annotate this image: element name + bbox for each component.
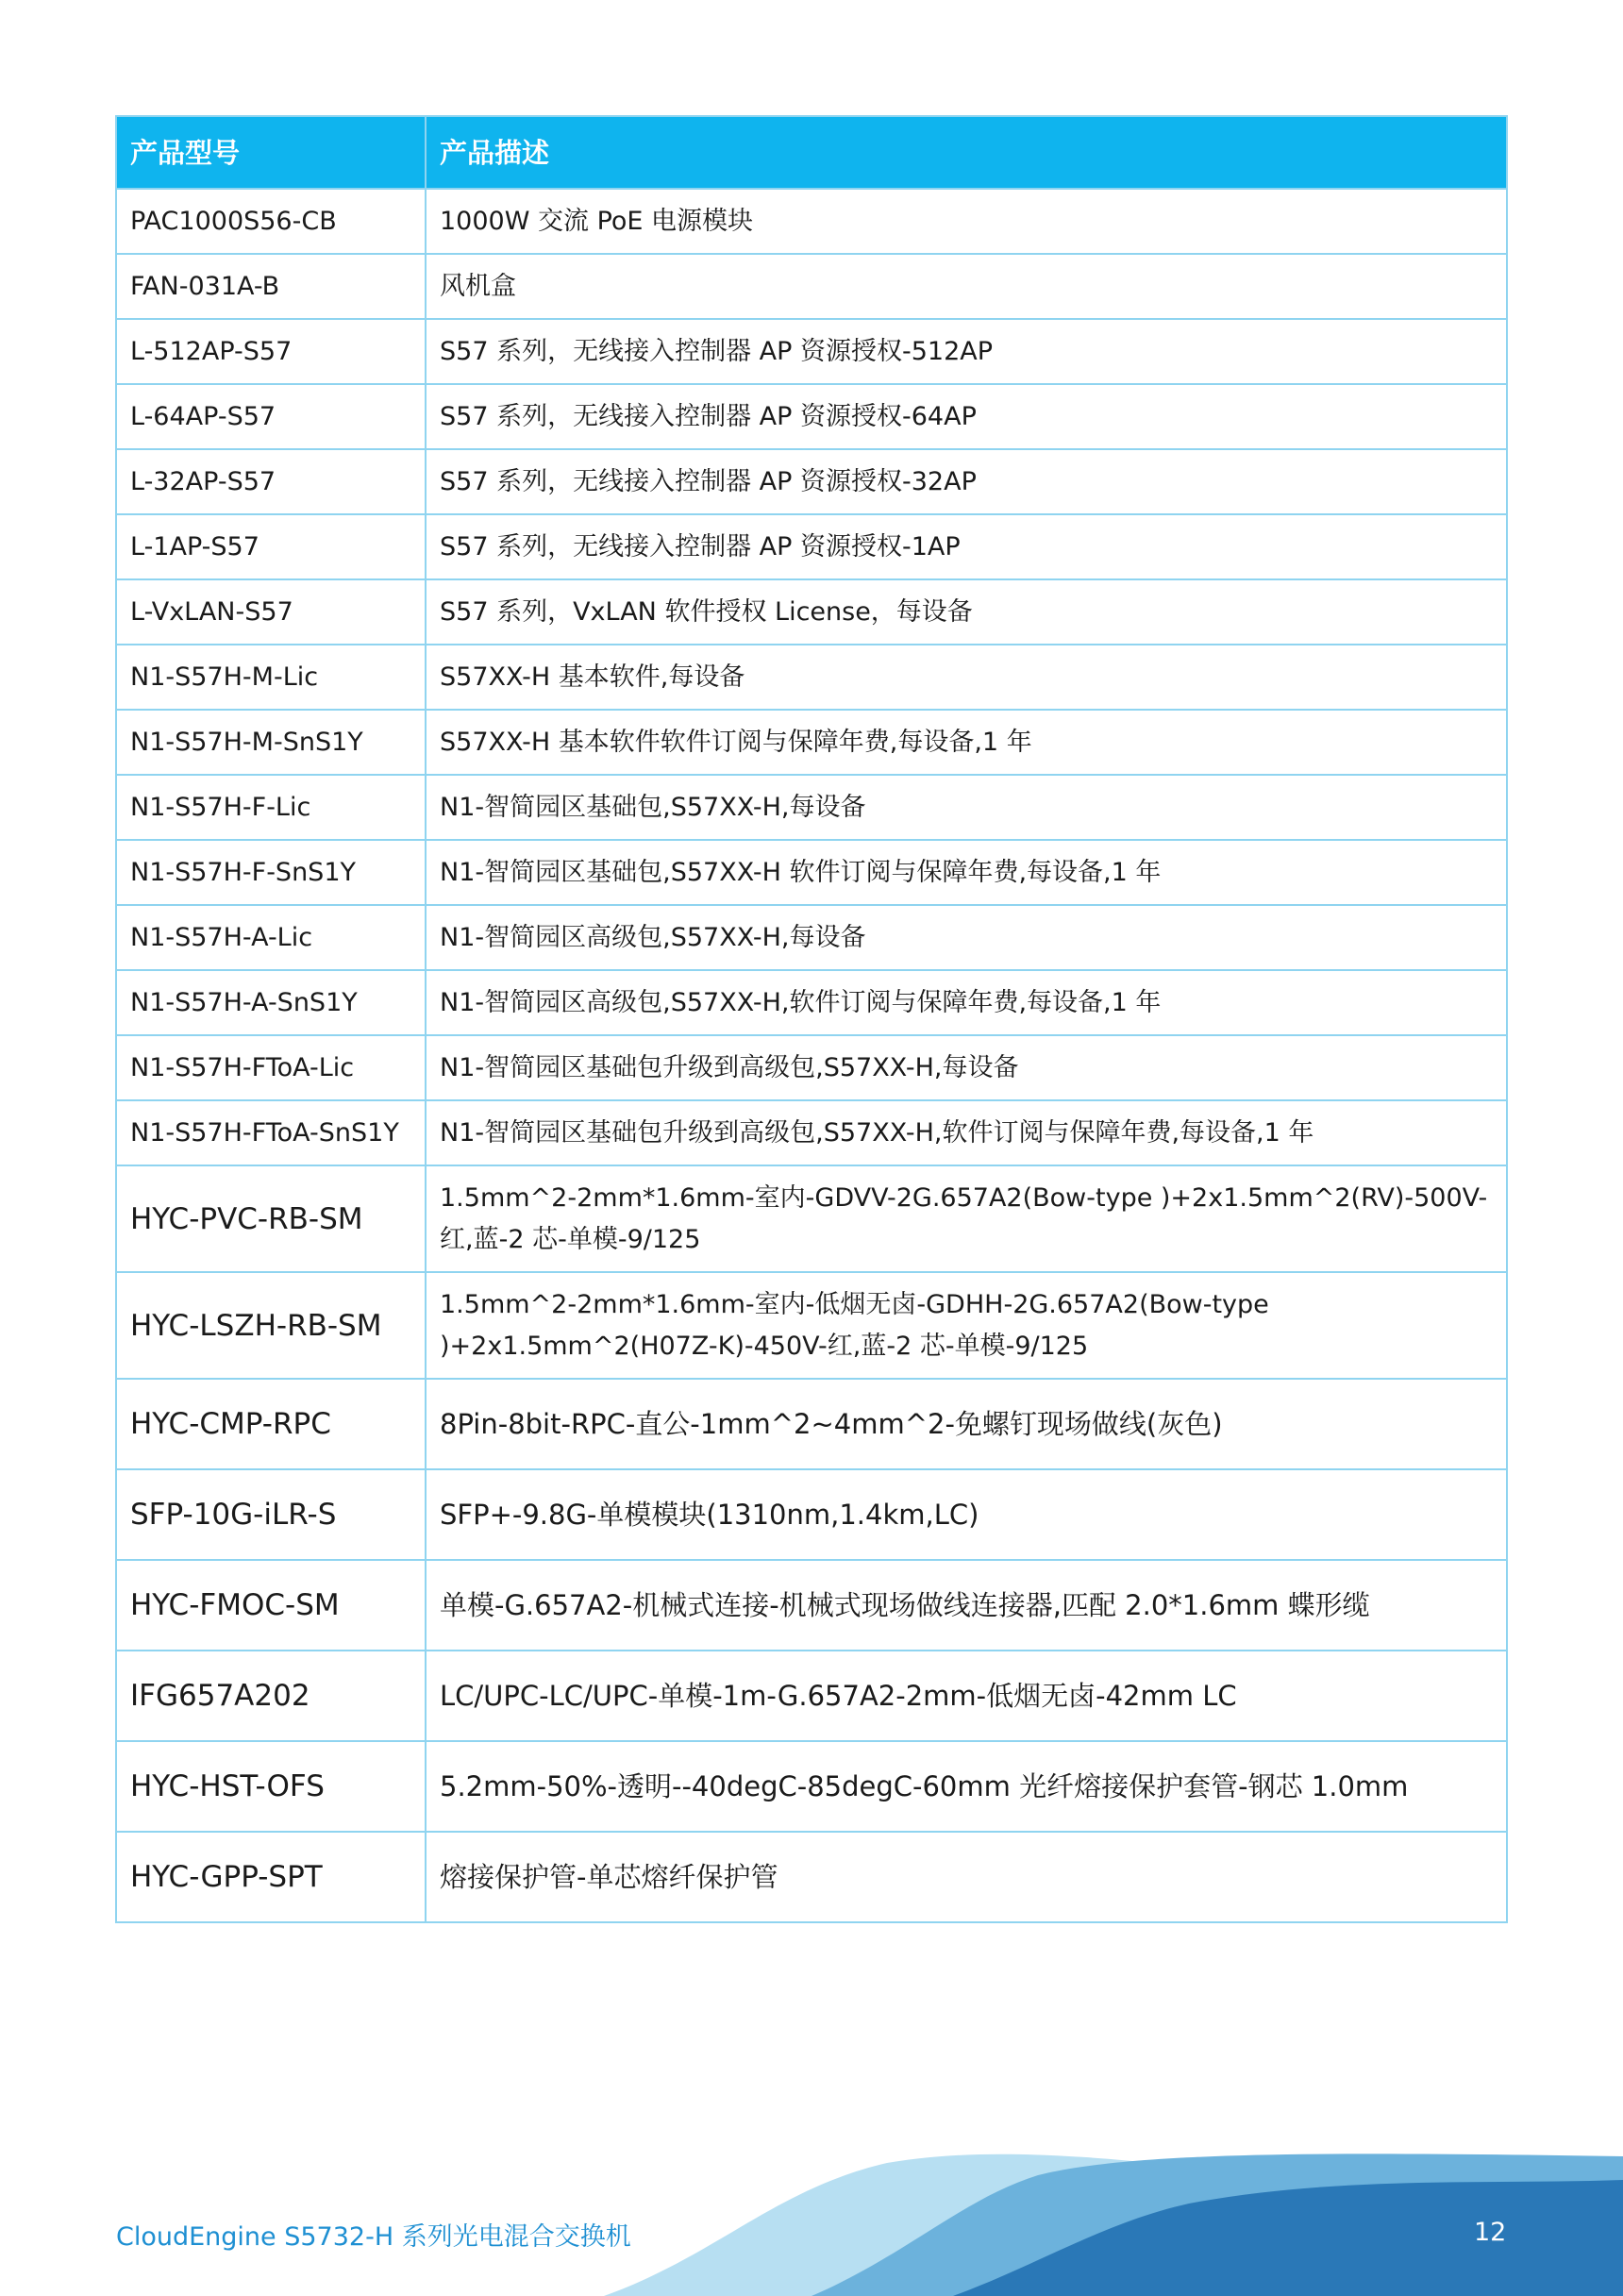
table-row bbox=[116, 1832, 1507, 1922]
cell-model: HYC-FMOC-SM bbox=[116, 1560, 426, 1651]
table-row bbox=[116, 254, 1507, 319]
cell-description: LC/UPC-LC/UPC-单模-1m-G.657A2-2mm-低烟无卤-42mm LC bbox=[426, 1651, 1507, 1741]
footer-document-title: CloudEngine S5732-H 系列光电混合交换机 bbox=[116, 2222, 631, 2252]
table-row bbox=[116, 970, 1507, 1035]
cell-model: HYC-HST-OFS bbox=[116, 1741, 426, 1832]
table-row bbox=[116, 710, 1507, 775]
cell-description: S57 系列，VxLAN 软件授权 License，每设备 bbox=[426, 579, 1507, 645]
cell-description: 1000W 交流 PoE 电源模块 bbox=[426, 189, 1507, 254]
table-row bbox=[116, 319, 1507, 384]
table-row bbox=[116, 1741, 1507, 1832]
cell-description: S57 系列，无线接入控制器 AP 资源授权-1AP bbox=[426, 514, 1507, 579]
cell-description: 5.2mm-50%-透明--40degC-85degC-60mm 光纤熔接保护套管-钢芯 1.0mm bbox=[426, 1741, 1507, 1832]
table-row bbox=[116, 1469, 1507, 1560]
cell-model: L-VxLAN-S57 bbox=[116, 579, 426, 645]
cell-description: S57 系列，无线接入控制器 AP 资源授权-64AP bbox=[426, 384, 1507, 449]
cell-description: N1-智简园区基础包,S57XX-H 软件订阅与保障年费,每设备,1 年 bbox=[426, 840, 1507, 905]
cell-description: S57 系列，无线接入控制器 AP 资源授权-512AP bbox=[426, 319, 1507, 384]
cell-description: N1-智简园区高级包,S57XX-H,软件订阅与保障年费,每设备,1 年 bbox=[426, 970, 1507, 1035]
cell-description: N1-智简园区基础包升级到高级包,S57XX-H,软件订阅与保障年费,每设备,1 年 bbox=[426, 1100, 1507, 1165]
cell-model: N1-S57H-FToA-Lic bbox=[116, 1035, 426, 1100]
cell-model: N1-S57H-A-Lic bbox=[116, 905, 426, 970]
cell-description: 1.5mm^2-2mm*1.6mm-室内-GDVV-2G.657A2(Bow-type )+2x1.5mm^2(RV)-500V-红,蓝-2 芯-单模-9/125 bbox=[426, 1165, 1507, 1272]
cell-model: N1-S57H-M-SnS1Y bbox=[116, 710, 426, 775]
cell-model: FAN-031A-B bbox=[116, 254, 426, 319]
table-row bbox=[116, 1272, 1507, 1379]
cell-model: L-64AP-S57 bbox=[116, 384, 426, 449]
table-row bbox=[116, 840, 1507, 905]
cell-model: HYC-PVC-RB-SM bbox=[116, 1165, 426, 1272]
table-header-row bbox=[116, 116, 1507, 189]
cell-model: HYC-GPP-SPT bbox=[116, 1832, 426, 1922]
cell-description: 风机盒 bbox=[426, 254, 1507, 319]
cell-description: S57XX-H 基本软件软件订阅与保障年费,每设备,1 年 bbox=[426, 710, 1507, 775]
cell-description: S57XX-H 基本软件,每设备 bbox=[426, 645, 1507, 710]
table-row bbox=[116, 1035, 1507, 1100]
cell-description: 8Pin-8bit-RPC-直公-1mm^2~4mm^2-免螺钉现场做线(灰色) bbox=[426, 1379, 1507, 1469]
cell-description: N1-智简园区高级包,S57XX-H,每设备 bbox=[426, 905, 1507, 970]
table-row bbox=[116, 1560, 1507, 1651]
cell-model: L-32AP-S57 bbox=[116, 449, 426, 514]
cell-model: PAC1000S56-CB bbox=[116, 189, 426, 254]
table-row bbox=[116, 905, 1507, 970]
cell-model: L-512AP-S57 bbox=[116, 319, 426, 384]
product-table bbox=[115, 115, 1508, 1923]
table-row bbox=[116, 514, 1507, 579]
cell-model: N1-S57H-A-SnS1Y bbox=[116, 970, 426, 1035]
table-row bbox=[116, 384, 1507, 449]
cell-description: 单模-G.657A2-机械式连接-机械式现场做线连接器,匹配 2.0*1.6mm 蝶形缆 bbox=[426, 1560, 1507, 1651]
cell-model: L-1AP-S57 bbox=[116, 514, 426, 579]
cell-model: SFP-10G-iLR-S bbox=[116, 1469, 426, 1560]
table-row bbox=[116, 1165, 1507, 1272]
table-row bbox=[116, 775, 1507, 840]
table-row bbox=[116, 1651, 1507, 1741]
header-model: 产品型号 bbox=[116, 116, 426, 189]
header-description: 产品描述 bbox=[426, 116, 1507, 189]
table-row bbox=[116, 645, 1507, 710]
cell-model: N1-S57H-F-Lic bbox=[116, 775, 426, 840]
cell-description: N1-智简园区基础包,S57XX-H,每设备 bbox=[426, 775, 1507, 840]
table-row bbox=[116, 449, 1507, 514]
cell-model: N1-S57H-M-Lic bbox=[116, 645, 426, 710]
cell-model: N1-S57H-F-SnS1Y bbox=[116, 840, 426, 905]
table-row bbox=[116, 189, 1507, 254]
cell-description: 熔接保护管-单芯熔纤保护管 bbox=[426, 1832, 1507, 1922]
cell-description: SFP+-9.8G-单模模块(1310nm,1.4km,LC) bbox=[426, 1469, 1507, 1560]
cell-description: S57 系列，无线接入控制器 AP 资源授权-32AP bbox=[426, 449, 1507, 514]
cell-model: N1-S57H-FToA-SnS1Y bbox=[116, 1100, 426, 1165]
table-row bbox=[116, 579, 1507, 645]
table-row bbox=[116, 1100, 1507, 1165]
cell-description: 1.5mm^2-2mm*1.6mm-室内-低烟无卤-GDHH-2G.657A2(Bow-type )+2x1.5mm^2(H07Z-K)-450V-红,蓝-2 芯-单模-9/125 bbox=[426, 1272, 1507, 1379]
cell-model: IFG657A202 bbox=[116, 1651, 426, 1741]
cell-description: N1-智简园区基础包升级到高级包,S57XX-H,每设备 bbox=[426, 1035, 1507, 1100]
cell-model: HYC-CMP-RPC bbox=[116, 1379, 426, 1469]
cell-model: HYC-LSZH-RB-SM bbox=[116, 1272, 426, 1379]
page-number: 12 bbox=[1474, 2218, 1507, 2247]
table-row bbox=[116, 1379, 1507, 1469]
